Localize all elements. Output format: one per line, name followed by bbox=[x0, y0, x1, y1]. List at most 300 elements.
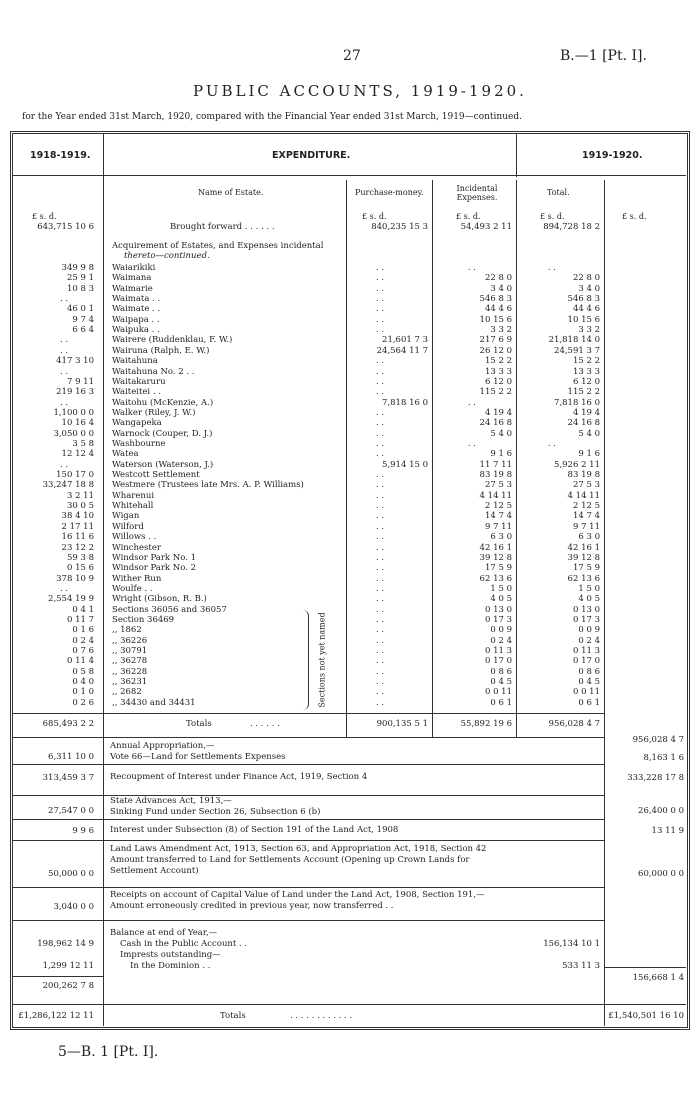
totals-incidental: 55,892 19 6 bbox=[460, 719, 512, 729]
row-incidental-expenses: 0 0 9 bbox=[490, 625, 512, 636]
row-total: 115 2 2 bbox=[567, 387, 600, 398]
row-prev-value: 12 12 4 bbox=[61, 449, 94, 460]
row-estate-name: ,, 36228 bbox=[112, 666, 148, 677]
row-estate-name: Windsor Park No. 2 bbox=[112, 563, 197, 574]
row-prev-value: 0 15 6 bbox=[66, 563, 94, 574]
summary-line-6a: Receipts on account of Capital Value of Land under the Land Act, 1908, Section 191,— bbox=[110, 890, 485, 900]
row-incidental-expenses: 3 3 2 bbox=[490, 325, 512, 336]
col-rule-year bbox=[516, 133, 517, 177]
summary-prev-5: 50,000 0 0 bbox=[48, 869, 94, 879]
col-rule-total bbox=[516, 180, 517, 738]
summary-line-5b: Amount transferred to Land for Settlements Account (Opening up Crown Lands for bbox=[110, 855, 470, 865]
row-prev-value: 0 7 6 bbox=[72, 646, 94, 656]
bf-prev: 643,715 10 6 bbox=[37, 222, 94, 232]
summary-line-5a: Land Laws Amendment Act, 1913, Section 63, and Appropriation Act, 1918, Section 42 bbox=[110, 844, 487, 854]
totals-label: Totals bbox=[186, 719, 212, 729]
row-purchase-dots: . . bbox=[375, 614, 384, 625]
row-incidental-expenses: 27 5 3 bbox=[484, 480, 512, 491]
row-incidental-expenses: 6 12 0 bbox=[484, 376, 512, 387]
row-purchase-dots: . . bbox=[375, 687, 384, 698]
row-prev-value: 59 3 8 bbox=[66, 552, 94, 563]
row-prev-value: 0 2 4 bbox=[72, 635, 94, 646]
row-total: 62 13 6 bbox=[567, 573, 600, 584]
row-purchase-dots: . . bbox=[375, 501, 384, 511]
row-total: 0 11 3 bbox=[572, 646, 600, 656]
row-estate-name: Wither Run bbox=[112, 573, 162, 584]
row-prev-value: 7 9 11 bbox=[66, 376, 94, 387]
col-header-purchase: Purchase-money. bbox=[355, 188, 424, 197]
row-estate-name: Waimata . . bbox=[112, 294, 161, 305]
row-prev-value: 417 3 10 bbox=[56, 356, 94, 367]
totals-rule-top bbox=[12, 713, 604, 714]
row-estate-name: Waitohu (McKenzie, A.) bbox=[112, 397, 214, 408]
row-incidental-expenses: 0 17 0 bbox=[484, 656, 512, 667]
summary-far-2: 333,228 17 8 bbox=[627, 773, 684, 783]
row-purchase-dots: . . bbox=[375, 283, 384, 294]
row-incidental-expenses: 42 16 1 bbox=[479, 542, 512, 553]
row-total: 546 8 3 bbox=[567, 294, 600, 305]
row-total-dots: . . bbox=[547, 263, 556, 273]
lsd-incidental: £ s. d. bbox=[456, 212, 481, 221]
row-purchase-dots: . . bbox=[375, 263, 384, 273]
row-total: 21,818 14 0 bbox=[548, 335, 600, 346]
summary-line-3b: Sinking Fund under Section 26, Subsection 6 (b) bbox=[110, 807, 321, 817]
summary-rule-2 bbox=[12, 795, 604, 796]
col-header-total: Total. bbox=[547, 188, 570, 197]
row-incidental-expenses: 217 6 9 bbox=[479, 335, 512, 346]
row-purchase-dots: . . bbox=[375, 604, 384, 615]
balance-dominion-label: In the Dominion . . bbox=[130, 961, 211, 971]
row-estate-name: Section 36469 bbox=[112, 614, 175, 625]
summary-line-1a: Annual Appropriation,— bbox=[110, 741, 215, 751]
row-incidental-expenses: 4 14 11 bbox=[479, 490, 512, 501]
row-incidental-dots: . . bbox=[467, 397, 476, 408]
row-estate-name: Washbourne bbox=[112, 438, 166, 449]
row-incidental-dots: . . bbox=[467, 263, 476, 273]
row-estate-name: ,, 36226 bbox=[112, 635, 148, 646]
row-purchase-dots: . . bbox=[375, 470, 384, 480]
row-incidental-expenses: 62 13 6 bbox=[479, 573, 512, 584]
row-purchase-dots: . . bbox=[375, 366, 384, 377]
row-prev-value: 0 2 6 bbox=[72, 697, 94, 708]
summary-rule-5 bbox=[12, 887, 604, 888]
row-total: 24 16 8 bbox=[567, 418, 600, 429]
col-rule-far bbox=[604, 180, 605, 1026]
balance-cash-label: Cash in the Public Account . . bbox=[120, 939, 248, 949]
row-incidental-expenses: 1 5 0 bbox=[490, 583, 512, 594]
totals-rule-bottom bbox=[12, 737, 604, 738]
row-purchase-dots: . . bbox=[375, 697, 384, 708]
balance-sum-prev: 200,262 7 8 bbox=[42, 981, 94, 991]
grand-total-prev: £1,286,122 12 11 bbox=[18, 1011, 94, 1021]
row-purchase-dots: . . bbox=[375, 573, 384, 584]
row-estate-name: ,, 30791 bbox=[112, 646, 148, 656]
row-purchase-dots: . . bbox=[375, 438, 384, 449]
row-incidental-dots: . . bbox=[467, 438, 476, 449]
row-estate-name: Wharenui bbox=[112, 490, 155, 501]
row-incidental-expenses: 22 8 0 bbox=[484, 273, 512, 284]
totals-prev: 685,493 2 2 bbox=[42, 719, 94, 729]
row-estate-name: Wangapeka bbox=[112, 418, 162, 429]
summary-rule-1 bbox=[12, 764, 604, 765]
row-prev-value: 9 7 4 bbox=[72, 314, 94, 325]
row-prev-dots: . . bbox=[60, 335, 69, 346]
row-total: 39 12 8 bbox=[567, 552, 600, 563]
page-title: PUBLIC ACCOUNTS, 1919-1920. bbox=[193, 82, 527, 100]
row-total: 0 0 9 bbox=[578, 625, 600, 636]
row-incidental-expenses: 546 8 3 bbox=[479, 294, 512, 305]
balance-imprest-prev: 1,299 12 11 bbox=[42, 961, 94, 971]
report-reference: B.—1 [Pt. I]. bbox=[560, 48, 647, 64]
row-prev-value: 150 17 0 bbox=[56, 470, 94, 480]
row-total: 2 12 5 bbox=[572, 501, 600, 511]
row-purchase-dots: . . bbox=[375, 418, 384, 429]
row-prev-value: 0 11 4 bbox=[66, 656, 94, 667]
row-incidental-expenses: 17 5 9 bbox=[484, 563, 512, 574]
row-estate-name: Willows . . bbox=[112, 532, 157, 543]
row-estate-name: ,, 36278 bbox=[112, 656, 148, 667]
bf-label: Brought forward . . . . . . bbox=[170, 222, 275, 232]
row-estate-name: Waitakaruru bbox=[112, 376, 166, 387]
summary-rule-6 bbox=[12, 920, 604, 921]
row-prev-value: 10 16 4 bbox=[61, 418, 94, 429]
row-prev-value: 0 1 0 bbox=[72, 687, 94, 698]
row-purchase-dots: . . bbox=[375, 552, 384, 563]
balance-heading: Balance at end of Year,— bbox=[110, 928, 218, 938]
year-curr-heading: 1919-1920. bbox=[582, 150, 643, 161]
totals-purchase: 900,135 5 1 bbox=[376, 719, 428, 729]
col-rule-prev bbox=[103, 133, 104, 1026]
row-incidental-expenses: 4 19 4 bbox=[484, 407, 512, 418]
row-prev-value: 16 11 6 bbox=[61, 532, 94, 543]
row-estate-name: ,, 2682 bbox=[112, 687, 142, 698]
row-total: 0 6 1 bbox=[578, 697, 600, 708]
row-incidental-expenses: 115 2 2 bbox=[479, 387, 512, 398]
row-total: 44 4 6 bbox=[572, 304, 600, 315]
row-estate-name: Waitahuna bbox=[112, 356, 158, 367]
row-prev-dots: . . bbox=[60, 366, 69, 377]
balance-cash-prev: 198,962 14 9 bbox=[37, 939, 94, 949]
row-purchase-money: 24,564 11 7 bbox=[376, 345, 428, 356]
row-prev-value: 23 12 2 bbox=[61, 542, 94, 553]
row-estate-name: ,, 36231 bbox=[112, 677, 148, 687]
row-estate-name: Wilford bbox=[112, 521, 144, 532]
row-prev-value: 10 8 3 bbox=[66, 283, 94, 294]
row-estate-name: Westcott Settlement bbox=[112, 470, 200, 480]
row-purchase-dots: . . bbox=[375, 666, 384, 677]
row-purchase-dots: . . bbox=[375, 356, 384, 367]
row-estate-name: Wigan bbox=[112, 511, 140, 522]
row-estate-name: Wairere (Ruddenklau, F. W.) bbox=[112, 335, 233, 346]
summary-line-6b: Amount erroneously credited in previous year, now transferred . . bbox=[110, 901, 394, 911]
row-prev-value: 219 16 3 bbox=[56, 387, 94, 398]
row-total: 3 3 2 bbox=[578, 325, 600, 336]
row-incidental-expenses: 0 6 1 bbox=[490, 697, 512, 708]
row-incidental-expenses: 0 0 11 bbox=[484, 687, 512, 698]
bf-incidental: 54,493 2 11 bbox=[460, 222, 512, 232]
summary-far-5: 60,000 0 0 bbox=[638, 869, 684, 879]
row-prev-value: 3,050 0 0 bbox=[53, 428, 94, 439]
row-incidental-expenses: 4 0 5 bbox=[490, 594, 512, 605]
expenditure-heading: EXPENDITURE. bbox=[272, 150, 351, 161]
bf-total: 894,728 18 2 bbox=[543, 222, 600, 232]
page-subtitle: for the Year ended 31st March, 1920, compared with the Financial Year ended 31st March, 1919—continued. bbox=[22, 112, 522, 122]
row-prev-value: 378 10 9 bbox=[56, 573, 94, 584]
row-purchase-dots: . . bbox=[375, 449, 384, 460]
page-footer: 5—B. 1 [Pt. I]. bbox=[58, 1044, 159, 1060]
row-total: 7,818 16 0 bbox=[554, 397, 600, 408]
bf-purchase: 840,235 15 3 bbox=[371, 222, 428, 232]
row-purchase-dots: . . bbox=[375, 542, 384, 553]
row-total: 0 17 3 bbox=[572, 614, 600, 625]
far-sum-rule bbox=[604, 967, 686, 968]
row-purchase-dots: . . bbox=[375, 294, 384, 305]
row-purchase-dots: . . bbox=[375, 490, 384, 501]
row-incidental-expenses: 9 7 11 bbox=[484, 521, 512, 532]
row-prev-value: 0 11 7 bbox=[66, 614, 94, 625]
section-heading: Acquirement of Estates, and Expenses incidental bbox=[112, 241, 324, 251]
row-prev-value: 3 5 8 bbox=[72, 438, 94, 449]
row-total: 42 16 1 bbox=[567, 542, 600, 553]
row-purchase-money: 7,818 16 0 bbox=[382, 397, 428, 408]
grand-total-label: Totals bbox=[220, 1011, 246, 1021]
row-estate-name: Woulfe . . bbox=[112, 583, 153, 594]
row-estate-name: ,, 1862 bbox=[112, 625, 142, 636]
row-incidental-expenses: 0 13 0 bbox=[484, 604, 512, 615]
row-estate-name: Winchester bbox=[112, 542, 161, 553]
page-number: 27 bbox=[343, 48, 361, 64]
row-purchase-dots: . . bbox=[375, 521, 384, 532]
row-total: 4 19 4 bbox=[572, 407, 600, 418]
row-prev-dots: . . bbox=[60, 583, 69, 594]
row-purchase-money: 21,601 7 3 bbox=[382, 335, 428, 346]
row-prev-value: 30 0 5 bbox=[66, 501, 94, 511]
row-incidental-expenses: 44 4 6 bbox=[484, 304, 512, 315]
row-total: 0 4 5 bbox=[578, 677, 600, 687]
summary-prev-2: 313,459 3 7 bbox=[42, 773, 94, 783]
row-total: 3 4 0 bbox=[578, 283, 600, 294]
row-estate-name: Waipapa . . bbox=[112, 314, 160, 325]
row-incidental-expenses: 6 3 0 bbox=[490, 532, 512, 543]
lsd-far: £ s. d. bbox=[622, 212, 647, 221]
row-estate-name: Waipuka . . bbox=[112, 325, 160, 336]
row-estate-name: Whitehall bbox=[112, 501, 154, 511]
row-purchase-dots: . . bbox=[375, 625, 384, 636]
row-total: 27 5 3 bbox=[572, 480, 600, 491]
summary-rule-4 bbox=[12, 840, 604, 841]
row-purchase-dots: . . bbox=[375, 480, 384, 491]
lsd-purchase: £ s. d. bbox=[362, 212, 387, 221]
row-purchase-dots: . . bbox=[375, 656, 384, 667]
row-purchase-dots: . . bbox=[375, 376, 384, 387]
row-prev-value: 2 17 11 bbox=[61, 521, 94, 532]
row-purchase-dots: . . bbox=[375, 304, 384, 315]
row-prev-value: 1,100 0 0 bbox=[53, 407, 94, 418]
row-estate-name: Wairuna (Ralph, E. W.) bbox=[112, 345, 210, 356]
row-prev-value: 0 4 0 bbox=[72, 677, 94, 687]
summary-far-1: 8,163 1 6 bbox=[643, 753, 684, 763]
row-incidental-expenses: 11 7 11 bbox=[479, 459, 512, 470]
row-prev-value: 2,554 19 9 bbox=[48, 594, 94, 605]
row-incidental-expenses: 0 2 4 bbox=[490, 635, 512, 646]
lsd-total: £ s. d. bbox=[540, 212, 565, 221]
row-total: 24,591 3 7 bbox=[554, 345, 600, 356]
row-prev-value: 6 6 4 bbox=[72, 325, 94, 336]
sections-note: Sections not yet named bbox=[317, 612, 327, 708]
row-purchase-dots: . . bbox=[375, 325, 384, 336]
grand-total-rule bbox=[12, 1004, 686, 1005]
row-purchase-dots: . . bbox=[375, 387, 384, 398]
row-estate-name: Watea bbox=[112, 449, 139, 460]
summary-line-3a: State Advances Act, 1913,— bbox=[110, 796, 232, 806]
row-total: 5,926 2 11 bbox=[554, 459, 600, 470]
row-prev-dots: . . bbox=[60, 345, 69, 356]
row-estate-name: Waterson (Waterson, J.) bbox=[112, 459, 214, 470]
balance-cash-total: 156,134 10 1 bbox=[543, 939, 600, 949]
section-heading-cont: thereto—continued. bbox=[124, 251, 210, 261]
summary-prev-4: 9 9 6 bbox=[72, 826, 94, 836]
row-total: 5 4 0 bbox=[578, 428, 600, 439]
row-estate-name: Waimate . . bbox=[112, 304, 161, 315]
row-estate-name: Waitahuna No. 2 . . bbox=[112, 366, 195, 377]
row-incidental-expenses: 0 11 3 bbox=[484, 646, 512, 656]
row-purchase-dots: . . bbox=[375, 563, 384, 574]
row-purchase-money: 5,914 15 0 bbox=[382, 459, 428, 470]
summary-line-1b: Vote 66—Land for Settlements Expenses bbox=[110, 752, 286, 762]
row-total: 0 8 6 bbox=[578, 666, 600, 677]
summary-line-4a: Interest under Subsection (8) of Section 191 of the Land Act, 1908 bbox=[110, 825, 399, 835]
row-prev-value: 349 9 8 bbox=[61, 263, 94, 273]
row-prev-value: 0 1 6 bbox=[72, 625, 94, 636]
col-header-name: Name of Estate. bbox=[198, 188, 264, 197]
row-total: 13 3 3 bbox=[572, 366, 600, 377]
row-prev-dots: . . bbox=[60, 459, 69, 470]
row-incidental-expenses: 39 12 8 bbox=[479, 552, 512, 563]
summary-rule-3 bbox=[12, 819, 604, 820]
row-total-dots: . . bbox=[547, 438, 556, 449]
row-total: 0 13 0 bbox=[572, 604, 600, 615]
summary-line-5c: Settlement Account) bbox=[110, 866, 199, 876]
summary-far-4: 13 11 9 bbox=[651, 826, 684, 836]
row-incidental-expenses: 0 4 5 bbox=[490, 677, 512, 687]
summary-prev-1: 6,311 10 0 bbox=[48, 752, 94, 762]
row-estate-name: Waiarikiki bbox=[112, 263, 156, 273]
row-incidental-expenses: 24 16 8 bbox=[479, 418, 512, 429]
row-total: 9 1 6 bbox=[578, 449, 600, 460]
row-estate-name: Waimana bbox=[112, 273, 152, 284]
row-incidental-expenses: 3 4 0 bbox=[490, 283, 512, 294]
row-total: 4 0 5 bbox=[578, 594, 600, 605]
row-estate-name: Windsor Park No. 1 bbox=[112, 552, 197, 563]
row-total: 15 2 2 bbox=[572, 356, 600, 367]
row-incidental-expenses: 5 4 0 bbox=[490, 428, 512, 439]
summary-far-0: 956,028 4 7 bbox=[632, 735, 684, 745]
row-purchase-dots: . . bbox=[375, 532, 384, 543]
row-purchase-dots: . . bbox=[375, 407, 384, 418]
row-estate-name: Waiteitei . . bbox=[112, 387, 161, 398]
row-purchase-dots: . . bbox=[375, 428, 384, 439]
row-incidental-expenses: 15 2 2 bbox=[484, 356, 512, 367]
summary-line-2a: Recoupment of Interest under Finance Act, 1919, Section 4 bbox=[110, 772, 368, 782]
year-prev-heading: 1918-1919. bbox=[30, 150, 91, 161]
row-total: 0 17 0 bbox=[572, 656, 600, 667]
row-total: 4 14 11 bbox=[567, 490, 600, 501]
row-purchase-dots: . . bbox=[375, 646, 384, 656]
balance-imprest-total: 533 11 3 bbox=[562, 961, 600, 971]
row-total: 10 15 6 bbox=[567, 314, 600, 325]
row-estate-name: Waimarie bbox=[112, 283, 153, 294]
row-incidental-expenses: 83 19 8 bbox=[479, 470, 512, 480]
row-total: 83 19 8 bbox=[567, 470, 600, 480]
row-incidental-expenses: 26 12 0 bbox=[479, 345, 512, 356]
row-incidental-expenses: 10 15 6 bbox=[479, 314, 512, 325]
row-total: 0 2 4 bbox=[578, 635, 600, 646]
row-incidental-expenses: 9 1 6 bbox=[490, 449, 512, 460]
row-incidental-expenses: 0 17 3 bbox=[484, 614, 512, 625]
row-prev-dots: . . bbox=[60, 397, 69, 408]
row-total: 9 7 11 bbox=[572, 521, 600, 532]
row-estate-name: Westmere (Trustees late Mrs. A. P. Williams) bbox=[112, 480, 304, 491]
row-total: 6 3 0 bbox=[578, 532, 600, 543]
row-purchase-dots: . . bbox=[375, 583, 384, 594]
lsd-prev: £ s. d. bbox=[32, 212, 57, 221]
balance-sum-far: 156,668 1 4 bbox=[632, 973, 684, 983]
balance-imprest-label: Imprests outstanding— bbox=[120, 950, 221, 960]
row-estate-name: Wright (Gibson, R. B.) bbox=[112, 594, 207, 605]
col-rule-incidental bbox=[432, 180, 433, 738]
totals-dots: . . . . . . bbox=[250, 719, 280, 729]
row-prev-value: 25 9 1 bbox=[66, 273, 94, 284]
row-prev-value: 33,247 18 8 bbox=[42, 480, 94, 491]
row-prev-value: 46 0 1 bbox=[66, 304, 94, 315]
balance-sum-rule bbox=[12, 976, 104, 977]
row-purchase-dots: . . bbox=[375, 677, 384, 687]
row-prev-value: 3 2 11 bbox=[66, 490, 94, 501]
row-total: 6 12 0 bbox=[572, 376, 600, 387]
row-purchase-dots: . . bbox=[375, 594, 384, 605]
row-estate-name: ,, 34430 and 34431 bbox=[112, 697, 196, 708]
row-estate-name: Sections 36056 and 36057 bbox=[112, 604, 227, 615]
row-incidental-expenses: 14 7 4 bbox=[484, 511, 512, 522]
totals-total: 956,028 4 7 bbox=[548, 719, 600, 729]
row-prev-dots: . . bbox=[60, 294, 69, 305]
row-total: 22 8 0 bbox=[572, 273, 600, 284]
col-header-incidental: Incidental Expenses. bbox=[456, 184, 498, 202]
row-prev-value: 38 4 10 bbox=[61, 511, 94, 522]
row-total: 0 0 11 bbox=[572, 687, 600, 698]
row-purchase-dots: . . bbox=[375, 314, 384, 325]
row-purchase-dots: . . bbox=[375, 635, 384, 646]
summary-prev-6: 3,040 0 0 bbox=[53, 902, 94, 912]
row-incidental-expenses: 0 8 6 bbox=[490, 666, 512, 677]
row-prev-value: 0 4 1 bbox=[72, 604, 94, 615]
summary-far-3: 26,400 0 0 bbox=[638, 806, 684, 816]
row-incidental-expenses: 2 12 5 bbox=[484, 501, 512, 511]
row-total: 17 5 9 bbox=[572, 563, 600, 574]
grand-total-dots: . . . . . . . . . . . . bbox=[290, 1011, 353, 1021]
summary-prev-3: 27,547 0 0 bbox=[48, 806, 94, 816]
row-prev-value: 0 5 8 bbox=[72, 666, 94, 677]
grand-total-far: £1,540,501 16 10 bbox=[608, 1011, 684, 1021]
row-estate-name: Walker (Riley, J. W.) bbox=[112, 407, 196, 418]
row-total: 14 7 4 bbox=[572, 511, 600, 522]
header-rule bbox=[12, 175, 686, 176]
row-purchase-dots: . . bbox=[375, 273, 384, 284]
row-total: 1 5 0 bbox=[578, 583, 600, 594]
row-estate-name: Warnock (Couper, D. J.) bbox=[112, 428, 213, 439]
row-purchase-dots: . . bbox=[375, 511, 384, 522]
row-incidental-expenses: 13 3 3 bbox=[484, 366, 512, 377]
